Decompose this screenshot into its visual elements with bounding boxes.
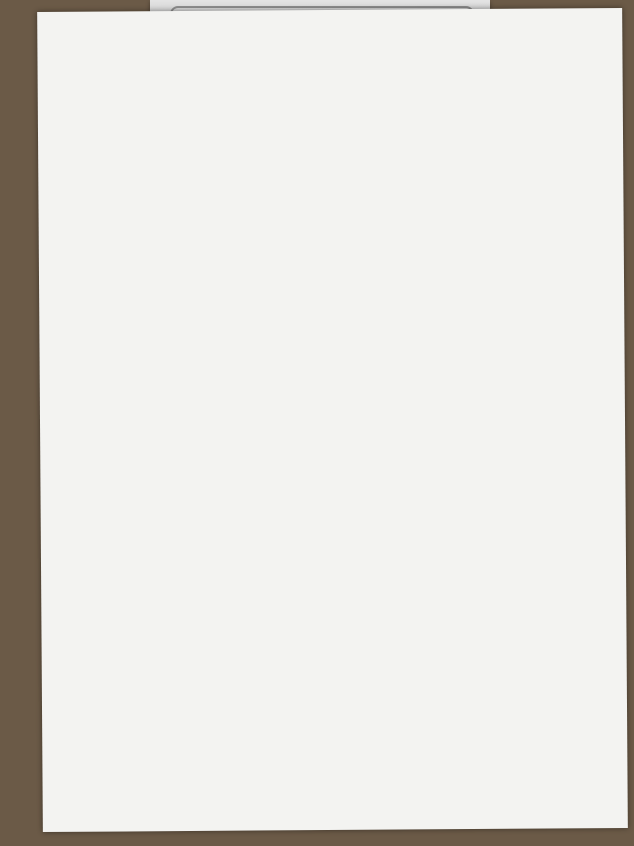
right-column bbox=[328, 186, 606, 188]
note-address-phone bbox=[295, 39, 445, 40]
menu-notes bbox=[295, 39, 445, 40]
note-table-number bbox=[295, 39, 445, 40]
note-cleaning-fee bbox=[295, 39, 445, 40]
menu-header bbox=[37, 8, 623, 92]
left-column bbox=[56, 188, 336, 190]
menu-sheet bbox=[37, 8, 628, 832]
